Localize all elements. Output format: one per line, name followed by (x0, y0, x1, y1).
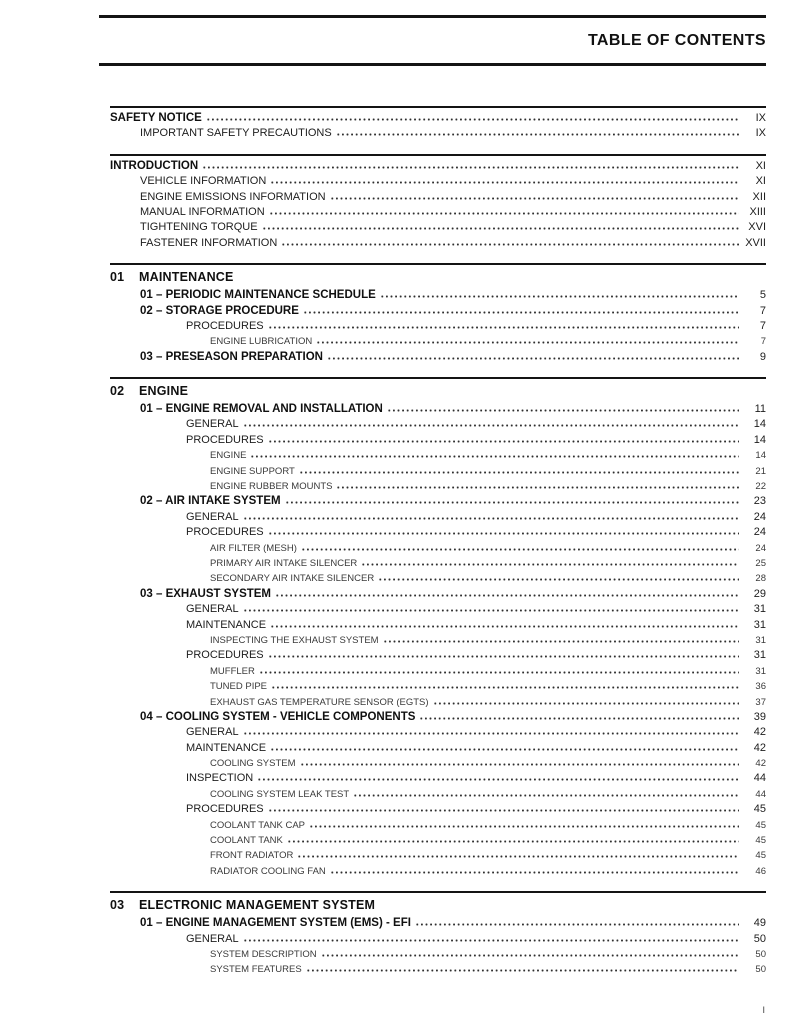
toc-entry-page: 14 (753, 418, 766, 431)
toc-entry-label: SYSTEM FEATURES (210, 964, 302, 976)
dot-leader (336, 127, 739, 136)
dot-leader (301, 542, 739, 551)
toc-entry-label: 01 – ENGINE REMOVAL AND INSTALLATION (140, 403, 383, 416)
toc-entry-label: 01 – ENGINE MANAGEMENT SYSTEM (EMS) - EFI (140, 917, 411, 930)
toc-entry-page: 31 (755, 665, 766, 677)
toc-entry[interactable] (110, 757, 766, 772)
toc-entry[interactable] (110, 788, 766, 803)
toc-entry-page: 7 (760, 336, 766, 348)
toc-entry-page: 24 (755, 542, 766, 554)
toc-entry[interactable] (110, 511, 766, 526)
toc-entry-page: 42 (753, 726, 766, 739)
toc-entry-page: 11 (754, 403, 766, 416)
toc-entry-page: 28 (755, 573, 766, 585)
toc-entry[interactable] (110, 112, 766, 127)
toc-entry-page: 37 (755, 696, 766, 708)
dot-leader (243, 418, 739, 427)
dot-leader (321, 948, 739, 957)
toc-entry-label: ENGINE (210, 450, 247, 462)
toc-entry-label: SAFETY NOTICE (110, 112, 202, 124)
dot-leader (297, 849, 739, 858)
toc-entry[interactable] (110, 557, 766, 572)
toc-section-safety-notice (110, 106, 766, 146)
toc-entry-label: MAINTENANCE (186, 618, 267, 631)
toc-entry-label: 03 – PRESEASON PREPARATION (140, 350, 323, 363)
toc-entry[interactable] (110, 465, 766, 480)
dot-leader (415, 917, 739, 926)
toc-entry[interactable] (110, 772, 766, 787)
toc-entry-page: 44 (753, 772, 766, 785)
toc-entry[interactable] (110, 305, 766, 320)
toc-entry[interactable] (110, 127, 766, 142)
toc-entry-page: 5 (759, 289, 766, 302)
toc-entry-label: FRONT RADIATOR (210, 850, 294, 862)
toc-entry-page: 49 (753, 917, 766, 930)
dot-leader (303, 305, 739, 314)
toc-entry-page: 25 (755, 557, 766, 569)
dot-leader (300, 757, 739, 766)
header-bottom-rule (99, 63, 766, 66)
toc-entry[interactable] (110, 865, 766, 880)
toc-entry-page: IX (755, 112, 766, 124)
dot-leader (243, 603, 739, 612)
dot-leader (387, 403, 739, 412)
dot-leader (281, 237, 739, 246)
toc-entry-label: MANUAL INFORMATION (140, 205, 265, 218)
chapter-title: ELECTRONIC MANAGEMENT SYSTEM (139, 898, 376, 913)
dot-leader (243, 933, 739, 942)
toc-entry[interactable] (110, 526, 766, 541)
toc-entry[interactable] (110, 933, 766, 948)
toc-entry[interactable] (110, 711, 766, 726)
dot-leader (330, 191, 739, 200)
toc-entry-label: COOLING SYSTEM LEAK TEST (210, 788, 350, 800)
toc-entry-label: GENERAL (186, 603, 239, 616)
toc-entry[interactable] (110, 665, 766, 680)
chapter-heading (110, 898, 766, 915)
dot-leader (287, 834, 739, 843)
toc-entry-label: 02 – AIR INTAKE SYSTEM (140, 495, 281, 508)
toc-entry[interactable] (110, 160, 766, 175)
toc-entry-page: 46 (755, 865, 766, 877)
toc-entry-page: 31 (753, 603, 766, 616)
toc-entry[interactable] (110, 191, 766, 206)
toc-entry-page: 45 (753, 803, 766, 816)
toc-entry-page: 42 (755, 758, 766, 770)
toc-section-electronic-management-system (110, 891, 766, 982)
page-title: TABLE OF CONTENTS (587, 32, 766, 49)
toc-entry[interactable] (110, 495, 766, 510)
toc-entry[interactable] (110, 834, 766, 849)
toc-entry[interactable] (110, 206, 766, 221)
toc-entry-page: 50 (753, 932, 766, 945)
toc-entry-page: XVII (745, 236, 766, 249)
toc-entry[interactable] (110, 603, 766, 618)
toc-entry-label: GENERAL (186, 932, 239, 945)
toc-entry-label: COOLANT TANK (210, 835, 283, 847)
dot-leader (270, 619, 739, 628)
toc-entry-page: XII (752, 190, 766, 203)
dot-leader (243, 726, 739, 735)
chapter-number: 01 (110, 270, 125, 285)
toc-entry-page: 31 (753, 618, 766, 631)
toc-entry-page: XVI (748, 221, 766, 234)
toc-entry[interactable] (110, 588, 766, 603)
dot-leader (268, 649, 739, 658)
dot-leader (269, 206, 739, 215)
dot-leader (383, 634, 739, 643)
toc-entry-page: 44 (755, 788, 766, 800)
toc-entry-label: COOLING SYSTEM (210, 758, 296, 770)
toc-entry-label: PROCEDURES (186, 803, 264, 816)
dot-leader (299, 465, 739, 474)
toc-entry-page: 50 (755, 948, 766, 960)
toc-entry[interactable] (110, 403, 766, 418)
toc-entry-page: 39 (753, 710, 766, 723)
toc-entry[interactable] (110, 917, 766, 932)
toc-entry-label: INSPECTING THE EXHAUST SYSTEM (210, 634, 379, 646)
dot-leader (419, 711, 739, 720)
toc-entry-label: SECONDARY AIR INTAKE SILENCER (210, 573, 375, 585)
dot-leader (336, 480, 739, 489)
toc-entry-page: 23 (753, 495, 766, 508)
dot-leader (206, 112, 739, 121)
toc-entry-page: 36 (755, 681, 766, 693)
toc-entry-label: 01 – PERIODIC MAINTENANCE SCHEDULE (140, 289, 376, 302)
toc-entry[interactable] (110, 434, 766, 449)
toc-entry-label: ENGINE LUBRICATION (210, 336, 313, 348)
toc-entry[interactable] (110, 649, 766, 664)
toc-entry-label: SYSTEM DESCRIPTION (210, 948, 317, 960)
toc-entry-label: IMPORTANT SAFETY PRECAUTIONS (140, 127, 332, 140)
table-of-contents (110, 106, 766, 982)
toc-entry-label: 04 – COOLING SYSTEM - VEHICLE COMPONENTS (140, 710, 416, 723)
toc-entry-label: PROCEDURES (186, 319, 264, 332)
toc-entry[interactable] (110, 175, 766, 190)
toc-entry-page: IX (755, 127, 766, 140)
toc-entry-label: TIGHTENING TORQUE (140, 221, 258, 234)
dot-leader (285, 495, 739, 504)
toc-entry-page: 45 (755, 850, 766, 862)
toc-entry-label: EXHAUST GAS TEMPERATURE SENSOR (EGTS) (210, 696, 429, 708)
toc-entry[interactable] (110, 572, 766, 587)
dot-leader (268, 320, 739, 329)
header-top-rule (99, 15, 766, 18)
toc-entry-label: INSPECTION (186, 772, 254, 785)
dot-leader (243, 511, 739, 520)
chapter-number: 03 (110, 898, 125, 913)
toc-entry[interactable] (110, 449, 766, 464)
toc-entry-label: PRIMARY AIR INTAKE SILENCER (210, 557, 358, 569)
dot-leader (262, 221, 739, 230)
toc-entry-page: 31 (753, 649, 766, 662)
toc-entry-label: ENGINE SUPPORT (210, 465, 295, 477)
toc-entry-label: INTRODUCTION (110, 159, 199, 172)
toc-entry-page: 24 (753, 526, 766, 539)
dot-leader (270, 742, 739, 751)
toc-entry-label: MUFFLER (210, 665, 255, 677)
toc-entry[interactable] (110, 351, 766, 366)
toc-entry-page: 7 (759, 319, 766, 332)
dot-leader (327, 351, 739, 360)
chapter-number: 02 (110, 384, 125, 399)
chapter-title: ENGINE (139, 384, 189, 399)
toc-entry-page: XIII (749, 205, 766, 218)
dot-leader (330, 865, 739, 874)
toc-entry-label: PROCEDURES (186, 649, 264, 662)
toc-entry-label: COOLANT TANK CAP (210, 819, 306, 831)
dot-leader (433, 696, 739, 705)
dot-leader (202, 160, 739, 169)
toc-section-engine (110, 377, 766, 883)
toc-entry-label: 03 – EXHAUST SYSTEM (140, 587, 272, 600)
dot-leader (257, 772, 739, 781)
dot-leader (316, 335, 739, 344)
dot-leader (259, 665, 739, 674)
toc-entry[interactable] (110, 480, 766, 495)
toc-entry-page: 45 (755, 835, 766, 847)
toc-entry-label: GENERAL (186, 510, 239, 523)
toc-entry-page: 42 (753, 741, 766, 754)
dot-leader (309, 819, 739, 828)
toc-entry-label: VEHICLE INFORMATION (140, 175, 267, 188)
toc-entry[interactable] (110, 320, 766, 335)
toc-entry-page: 21 (755, 465, 766, 477)
toc-entry[interactable] (110, 819, 766, 834)
dot-leader (268, 434, 739, 443)
toc-entry-label: FASTENER INFORMATION (140, 236, 278, 249)
toc-entry-page: 24 (753, 510, 766, 523)
dot-leader (380, 289, 739, 298)
toc-entry[interactable] (110, 849, 766, 864)
toc-entry[interactable] (110, 418, 766, 433)
toc-entry-page: 29 (753, 587, 766, 600)
toc-entry[interactable] (110, 221, 766, 236)
toc-entry[interactable] (110, 542, 766, 557)
toc-entry-label: GENERAL (186, 418, 239, 431)
toc-entry-label: ENGINE RUBBER MOUNTS (210, 481, 333, 493)
dot-leader (268, 526, 739, 535)
toc-entry-page: 14 (753, 433, 766, 446)
dot-leader (271, 680, 739, 689)
toc-entry-page: XI (755, 159, 766, 172)
toc-section-introduction (110, 154, 766, 255)
toc-entry-page: 45 (755, 819, 766, 831)
folio-page-number: I (762, 1005, 765, 1015)
toc-entry-label: 02 – STORAGE PROCEDURE (140, 304, 299, 317)
dot-leader (250, 449, 739, 458)
dot-leader (268, 803, 739, 812)
toc-entry[interactable] (110, 289, 766, 304)
chapter-heading (110, 270, 766, 287)
toc-entry[interactable] (110, 680, 766, 695)
toc-entry-label: ENGINE EMISSIONS INFORMATION (140, 190, 326, 203)
dot-leader (353, 788, 739, 797)
toc-entry-page: 7 (759, 304, 766, 317)
toc-entry[interactable] (110, 963, 766, 978)
toc-section-maintenance (110, 263, 766, 369)
toc-entry[interactable] (110, 948, 766, 963)
toc-entry-page: 31 (755, 634, 766, 646)
toc-entry-label: PROCEDURES (186, 526, 264, 539)
dot-leader (361, 557, 739, 566)
toc-entry[interactable] (110, 742, 766, 757)
dot-leader (275, 588, 739, 597)
toc-entry[interactable] (110, 634, 766, 649)
dot-leader (270, 175, 739, 184)
toc-entry[interactable] (110, 619, 766, 634)
dot-leader (378, 572, 739, 581)
toc-entry[interactable] (110, 335, 766, 350)
toc-entry-page: 22 (755, 481, 766, 493)
toc-entry[interactable] (110, 803, 766, 818)
toc-entry-page: 14 (755, 450, 766, 462)
toc-entry-label: RADIATOR COOLING FAN (210, 865, 326, 877)
toc-entry-label: AIR FILTER (MESH) (210, 542, 297, 554)
toc-entry-label: MAINTENANCE (186, 741, 267, 754)
toc-entry-label: GENERAL (186, 726, 239, 739)
toc-entry-page: 9 (759, 350, 766, 363)
toc-entry-page: 50 (755, 964, 766, 976)
toc-entry[interactable] (110, 237, 766, 252)
dot-leader (306, 963, 739, 972)
chapter-heading (110, 384, 766, 401)
toc-entry-page: XI (755, 175, 766, 188)
toc-entry[interactable] (110, 726, 766, 741)
toc-entry-label: TUNED PIPE (210, 681, 268, 693)
toc-entry-label: PROCEDURES (186, 433, 264, 446)
page-header (99, 0, 766, 66)
chapter-title: MAINTENANCE (139, 270, 234, 285)
toc-entry[interactable] (110, 696, 766, 711)
